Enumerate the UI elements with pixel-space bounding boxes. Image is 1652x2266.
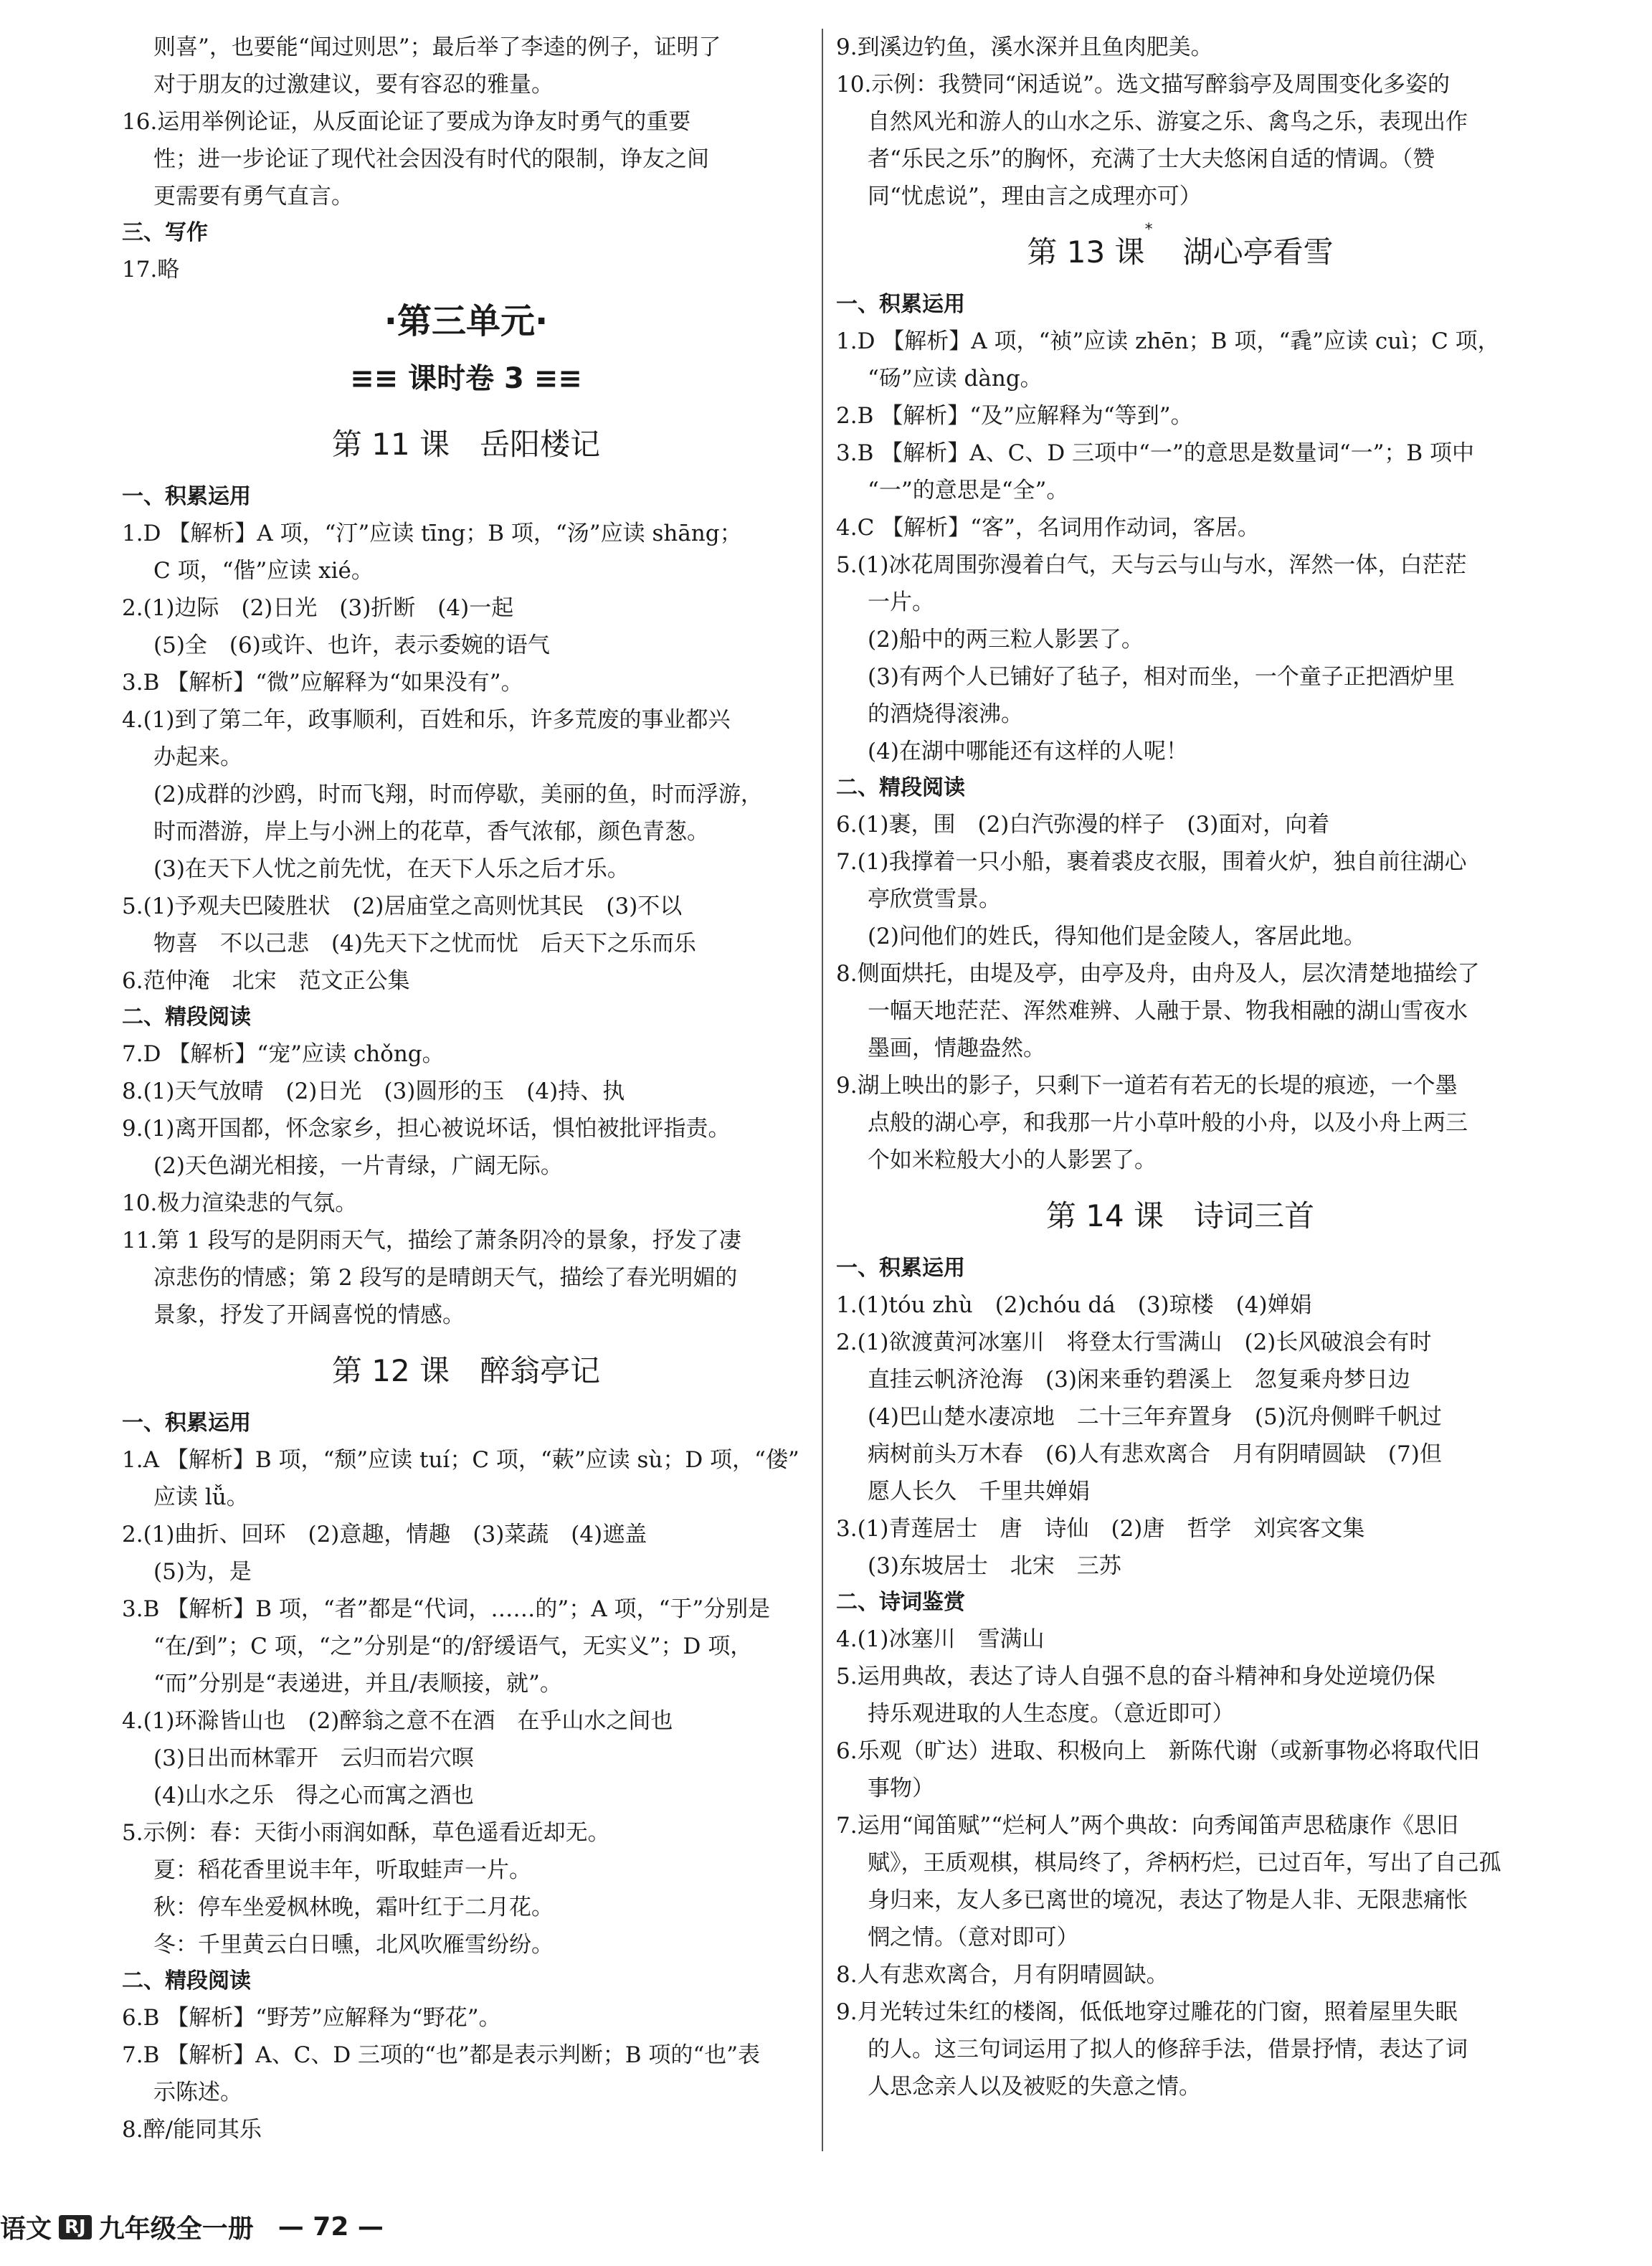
text-line: 则喜”，也要能“闻过则思”；最后举了李逵的例子，证明了: [153, 34, 721, 60]
answer-line: (3)在天下人忧之前先忧，在天下人乐之后才乐。: [153, 856, 630, 882]
answer-line: 2.(1)欲渡黄河冰塞川 将登太行雪满山 (2)长风破浪会有时: [836, 1329, 1432, 1355]
answer-line: 赋》，王质观棋，棋局终了，斧柄朽烂，已过百年，写出了自己孤: [868, 1850, 1501, 1876]
section-heading: 二、精段阅读: [122, 1968, 251, 1994]
answer-line: 惘之情。（意对即可）: [868, 1925, 1079, 1950]
answer-line: 7.B 【解析】A、C、D 三项的“也”都是表示判断；B 项的“也”表: [122, 2042, 761, 2068]
page-footer: [0, 2209, 384, 2245]
section-heading: 一、积累运用: [836, 1256, 965, 1281]
answer-line: 10.极力渲染悲的气氛。: [122, 1190, 358, 1216]
answer-line: 直挂云帆济沧海 (3)闲来垂钓碧溪上 忽复乘舟梦日边: [868, 1367, 1410, 1393]
answer-17: 17.略: [122, 257, 180, 283]
answer-line: 5.示例：春：天街小雨润如酥，草色遥看近却无。: [122, 1820, 610, 1846]
answer-line: 7.D 【解析】“宠”应读 chǒng。: [122, 1041, 445, 1067]
lesson-13-number: 第 13 课: [1027, 234, 1145, 270]
answer-line: 身归来，友人多已离世的境况，表达了物是人非、无限悲痛怅: [868, 1887, 1468, 1913]
answer-line: 2.B 【解析】“及”应解释为“等到”。: [836, 403, 1193, 429]
answer-line: 9.月光转过朱红的楼阁，低低地穿过雕花的门窗，照着屋里失眠: [836, 1999, 1458, 2025]
answer-line: 3.B 【解析】“微”应解释为“如果没有”。: [122, 670, 523, 696]
answer-line: 3.(1)青莲居士 唐 诗仙 (2)唐 哲学 刘宾客文集: [836, 1516, 1365, 1542]
answer-line: 同“忧虑说”，理由言之成理亦可）: [868, 184, 1202, 209]
lesson-13-title: [836, 222, 1524, 283]
lesson-11-title: 第 11 课 岳阳楼记: [331, 427, 601, 462]
answer-line: 5.(1)予观夫巴陵胜状 (2)居庙堂之高则忧其民 (3)不以: [122, 893, 683, 919]
answer-line: 人思念亲人以及被贬的失意之情。: [868, 2074, 1201, 2100]
answer-line: 7.(1)我撑着一只小船，裹着裘皮衣服，围着火炉，独自前往湖心: [836, 849, 1467, 875]
volume-title: ≡≡ 课时卷 3 ≡≡: [350, 362, 582, 395]
answer-line: 愿人长久 千里共婵娟: [868, 1479, 1090, 1504]
answer-line: 4.C 【解析】“客”，名词用作动词，客居。: [836, 515, 1260, 541]
text-line: 性；进一步论证了现代社会因没有时代的限制，诤友之间: [153, 146, 709, 172]
column-divider: [822, 29, 823, 2151]
answer-line: 者“乐民之乐”的胸怀，充满了士大夫悠闲自适的情调。（赞: [868, 146, 1435, 172]
optional-mark: *: [1144, 221, 1153, 239]
answer-line: 10.示例：我赞同“闲适说”。选文描写醉翁亭及周围变化多姿的: [836, 72, 1450, 98]
answer-16: 16.运用举例论证，从反面论证了要成为诤友时勇气的重要: [122, 109, 691, 135]
answer-line: 个如米粒般大小的人影罢了。: [868, 1147, 1157, 1173]
answer-line: (4)山水之乐 得之心而寓之酒也: [153, 1783, 474, 1808]
answer-line: (4)在湖中哪能还有这样的人呢！: [868, 739, 1188, 764]
answer-line: 景象，抒发了开阔喜悦的情感。: [153, 1302, 465, 1328]
answer-line: 8.醉/能同其乐: [122, 2117, 262, 2143]
section-heading: 一、积累运用: [122, 484, 251, 509]
answer-line: (2)成群的沙鸥，时而飞翔，时而停歇，美丽的鱼，时而浮游，: [153, 782, 763, 807]
answer-line: 夏：稻花香里说丰年，听取蛙声一片。: [153, 1857, 531, 1883]
answer-line: “在/到”；C 项，“之”分别是“的/舒缓语气，无实义”；D 项，: [153, 1634, 753, 1659]
answer-line: 持乐观进取的人生态度。（意近即可）: [868, 1701, 1235, 1727]
text-line: 对于朋友的过激建议，要有容忍的雅量。: [153, 72, 554, 98]
answer-line: 7.运用“闻笛赋”“烂柯人”两个典故：向秀闻笛声思嵇康作《思旧: [836, 1813, 1458, 1839]
page-number: — 72 —: [277, 2212, 384, 2242]
answer-line: 墨画，情趣盎然。: [868, 1035, 1045, 1061]
lesson-13-name: 湖心亭看雪: [1152, 234, 1334, 270]
answer-line: (3)东坡居士 北宋 三苏: [868, 1553, 1121, 1579]
answer-line: 秋：停车坐爱枫林晚，霜叶红于二月花。: [153, 1895, 554, 1920]
section-heading: 三、写作: [122, 220, 208, 245]
unit-title: ·第三单元·: [384, 301, 549, 341]
answer-line: 9.湖上映出的影子，只剩下一道若有若无的长堤的痕迹，一个墨: [836, 1073, 1458, 1099]
answer-line: 5.(1)冰花周围弥漫着白气，天与云与山与水，浑然一体，白茫茫: [836, 552, 1467, 578]
answer-line: 亭欣赏雪景。: [868, 886, 1001, 912]
answer-line: “一”的意思是“全”。: [868, 478, 1069, 503]
text-line: 更需要有勇气直言。: [153, 184, 353, 209]
left-column: [122, 29, 810, 2148]
edition-badge: RJ: [59, 2215, 92, 2239]
answer-line: “而”分别是“表递进，并且/表顺接，就”。: [153, 1671, 562, 1697]
answer-line: 5.运用典故，表达了诗人自强不息的奋斗精神和身处逆境仍保: [836, 1664, 1435, 1689]
answer-line: 示陈述。: [153, 2080, 242, 2105]
answer-line: 8.侧面烘托，由堤及亭，由亭及舟，由舟及人，层次清楚地描绘了: [836, 961, 1480, 987]
answer-line: 8.人有悲欢离合，月有阴晴圆缺。: [836, 1962, 1169, 1988]
answer-line: 时而潜游，岸上与小洲上的花草，香气浓郁，颜色青葱。: [153, 819, 709, 845]
section-heading: 二、精段阅读: [122, 1005, 251, 1030]
answer-line: 物喜 不以己悲 (4)先天下之忧而忧 后天下之乐而乐: [153, 931, 696, 957]
answer-line: C 项，“偕”应读 xié。: [153, 558, 374, 584]
footer-grade: 九年级全一册: [98, 2214, 254, 2244]
answer-line: 3.B 【解析】A、C、D 三项中“一”的意思是数量词“一”；B 项中: [836, 440, 1475, 466]
answer-line: 9.(1)离开国都，怀念家乡，担心被说坏话，惧怕被批评指责。: [122, 1116, 731, 1142]
answer-line: 11.第 1 段写的是阴雨天气，描绘了萧条阴冷的景象，抒发了凄: [122, 1228, 741, 1253]
lesson-12-title: 第 12 课 醉翁亭记: [331, 1353, 601, 1388]
answer-line: 3.B 【解析】B 项，“者”都是“代词，……的”；A 项，“于”分别是: [122, 1596, 771, 1622]
answer-line: (3)有两个人已铺好了毡子，相对而坐，一个童子正把酒炉里: [868, 664, 1455, 690]
answer-line: 2.(1)曲折、回环 (2)意趣，情趣 (3)菜蔬 (4)遮盖: [122, 1522, 647, 1547]
answer-line: 的人。这三句词运用了拟人的修辞手法，借景抒情，表达了词: [868, 2037, 1468, 2062]
answer-line: 4.(1)冰塞川 雪满山: [836, 1626, 1045, 1652]
answer-line: 办起来。: [153, 744, 242, 770]
answer-line: 6.范仲淹 北宋 范文正公集: [122, 968, 410, 994]
answer-line: 点般的湖心亭，和我那一片小草叶般的小舟，以及小舟上两三: [868, 1110, 1468, 1136]
answer-line: (2)船中的两三粒人影罢了。: [868, 627, 1144, 653]
answer-line: 6.(1)裹，围 (2)白汽弥漫的样子 (3)面对，向着: [836, 812, 1330, 838]
section-heading: 一、积累运用: [836, 292, 965, 317]
answer-line: 应读 lǚ。: [153, 1484, 249, 1510]
answer-line: 4.(1)环滁皆山也 (2)醉翁之意不在酒 在乎山水之间也: [122, 1708, 673, 1734]
answer-line: 8.(1)天气放晴 (2)日光 (3)圆形的玉 (4)持、执: [122, 1079, 625, 1104]
answer-line: (4)巴山楚水凄凉地 二十三年弃置身 (5)沉舟侧畔千帆过: [868, 1404, 1442, 1430]
footer-subject: 语文: [0, 2214, 52, 2244]
answer-line: 一片。: [868, 589, 934, 615]
answer-line: 1.D 【解析】A 项，“祯”应读 zhēn；B 项，“毳”应读 cuì；C 项，: [836, 328, 1500, 354]
answer-line: 冬：千里黄云白日曛，北风吹雁雪纷纷。: [153, 1932, 554, 1958]
answer-line: “砀”应读 dàng。: [868, 366, 1043, 392]
section-heading: 二、诗词鉴赏: [836, 1590, 965, 1615]
answer-line: 自然风光和游人的山水之乐、游宴之乐、禽鸟之乐，表现出作: [868, 109, 1468, 135]
section-heading: 一、积累运用: [122, 1411, 251, 1436]
answer-line: 的酒烧得滚沸。: [868, 701, 1023, 727]
answer-line: 一幅天地茫茫、浑然难辨、人融于景、物我相融的湖山雪夜水: [868, 998, 1468, 1024]
answer-line: (2)问他们的姓氏，得知他们是金陵人，客居此地。: [868, 924, 1366, 949]
answer-line: 2.(1)边际 (2)日光 (3)折断 (4)一起: [122, 595, 514, 621]
answer-line: 4.(1)到了第二年，政事顺利，百姓和乐，许多荒废的事业都兴: [122, 707, 731, 733]
answer-line: 凉悲伤的情感；第 2 段写的是晴朗天气，描绘了春光明媚的: [153, 1265, 738, 1291]
right-column: [836, 29, 1524, 2105]
answer-line: (3)日出而林霏开 云归而岩穴暝: [153, 1745, 474, 1771]
lesson-14-title: 第 14 课 诗词三首: [1045, 1198, 1315, 1233]
answer-line: 1.D 【解析】A 项，“汀”应读 tīng；B 项，“汤”应读 shāng；: [122, 521, 742, 546]
section-heading: 二、精段阅读: [836, 775, 965, 800]
answer-line: 事物）: [868, 1776, 934, 1801]
answer-line: (2)天色湖光相接，一片青绿，广阔无际。: [153, 1153, 563, 1179]
answer-line: (5)为，是: [153, 1559, 252, 1585]
answer-line: 6.B 【解析】“野芳”应解释为“野花”。: [122, 2005, 501, 2031]
answer-line: 6.乐观（旷达）进取、积极向上 新陈代谢（或新事物必将取代旧: [836, 1738, 1480, 1764]
answer-line: 1.A 【解析】B 项，“颓”应读 tuí；C 项，“蔌”应读 sù；D 项，“偻”: [122, 1447, 799, 1473]
answer-line: 病树前头万木春 (6)人有悲欢离合 月有阴晴圆缺 (7)但: [868, 1441, 1442, 1467]
answer-line: (5)全 (6)或许、也许，表示委婉的语气: [153, 632, 550, 658]
answer-line: 1.(1)tóu zhù (2)chóu dá (3)琼楼 (4)婵娟: [836, 1292, 1312, 1318]
answer-line: 9.到溪边钓鱼，溪水深并且鱼肉肥美。: [836, 34, 1213, 60]
